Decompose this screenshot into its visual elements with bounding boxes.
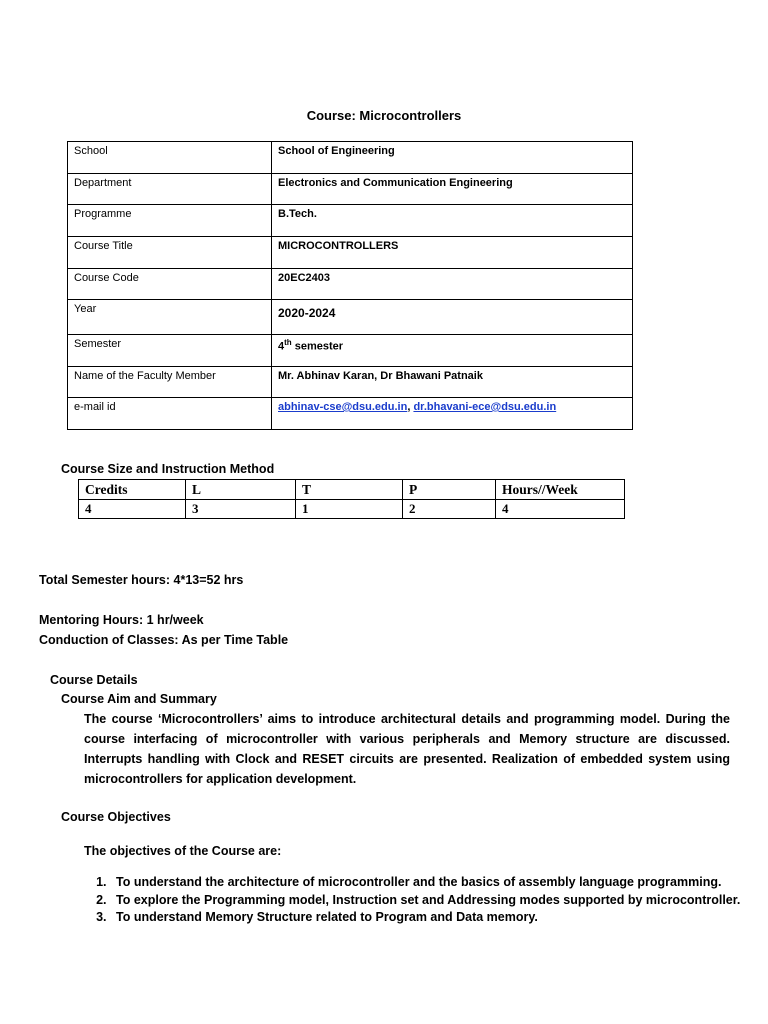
list-item: 3. To understand Memory Structure related to Program and Data memory. <box>110 909 740 927</box>
table-row <box>68 142 633 174</box>
course-objectives-heading: Course Objectives <box>61 810 171 824</box>
row-key-course-code: Course Code <box>68 269 272 300</box>
objectives-intro: The objectives of the Course are: <box>84 844 282 858</box>
table-row <box>68 300 633 335</box>
course-aim-text: The course ‘Microcontrollers’ aims to introduce architectural details and programming model. During the course interfacing of microcontroller with various peripherals and Memory structure are discussed. Interrupts handling with Clock and RESET circuits are presented. Realization of embedded system using microcontrollers for application development. <box>84 712 730 786</box>
header-t: T <box>296 480 403 500</box>
total-semester-hours: Total Semester hours: 4*13=52 hrs <box>39 573 244 587</box>
conduction-of-classes: Conduction of Classes: As per Time Table <box>39 633 289 647</box>
list-item: 1. To understand the architecture of microcontroller and the basics of assembly language programming. <box>110 874 740 892</box>
semester-suffix: th <box>284 338 292 347</box>
row-value-department: Electronics and Communication Engineering <box>272 174 633 205</box>
value-l: 3 <box>186 500 296 519</box>
email-link-abhinav[interactable]: abhinav-cse@dsu.edu.in <box>278 401 408 413</box>
row-value-school: School of Engineering <box>272 142 633 174</box>
row-key-semester: Semester <box>68 335 272 367</box>
row-value-course-title: MICROCONTROLLERS <box>272 237 633 269</box>
course-aim-heading: Course Aim and Summary <box>61 692 217 706</box>
email-link-bhavani[interactable]: dr.bhavani-ece@dsu.edu.in <box>413 401 557 413</box>
row-value-faculty: Mr. Abhinav Karan, Dr Bhawani Patnaik <box>272 367 633 398</box>
row-value-semester <box>272 335 633 367</box>
row-key-year: Year <box>68 300 272 335</box>
value-t: 1 <box>296 500 403 519</box>
table-row <box>79 500 625 519</box>
header-p: P <box>403 480 496 500</box>
objectives-list <box>70 874 740 927</box>
row-key-course-title: Course Title <box>68 237 272 269</box>
row-key-programme: Programme <box>68 205 272 237</box>
semester-text: semester <box>291 340 344 353</box>
row-value-course-code: 20EC2403 <box>272 269 633 300</box>
course-details-heading: Course Details <box>50 673 138 687</box>
page-title: Course: Microcontrollers <box>306 108 462 123</box>
table-row <box>68 398 633 430</box>
email-separator: , <box>407 401 414 413</box>
header-credits: Credits <box>79 480 186 500</box>
table-row <box>68 367 633 398</box>
table-header-row <box>79 480 625 500</box>
header-hours-week: Hours//Week <box>496 480 625 500</box>
row-key-faculty: Name of the Faculty Member <box>68 367 272 398</box>
semester-number: 4 <box>278 340 285 353</box>
course-size-table <box>78 479 625 519</box>
row-key-email: e-mail id <box>68 398 272 430</box>
row-key-department: Department <box>68 174 272 205</box>
value-hours-week: 4 <box>496 500 625 519</box>
course-size-heading: Course Size and Instruction Method <box>61 462 275 476</box>
course-info-table <box>67 141 633 430</box>
row-value-programme: B.Tech. <box>272 205 633 237</box>
list-item: 2. To explore the Programming model, Instruction set and Addressing modes supported by microcontroller. <box>110 892 740 910</box>
row-value-year: 2020-2024 <box>272 300 633 335</box>
table-row <box>68 174 633 205</box>
value-credits: 4 <box>79 500 186 519</box>
header-l: L <box>186 480 296 500</box>
table-row <box>68 269 633 300</box>
row-key-school: School <box>68 142 272 174</box>
table-row <box>68 335 633 367</box>
mentoring-hours: Mentoring Hours: 1 hr/week <box>39 613 204 627</box>
row-value-email <box>272 398 633 430</box>
value-p: 2 <box>403 500 496 519</box>
table-row <box>68 205 633 237</box>
table-row <box>68 237 633 269</box>
